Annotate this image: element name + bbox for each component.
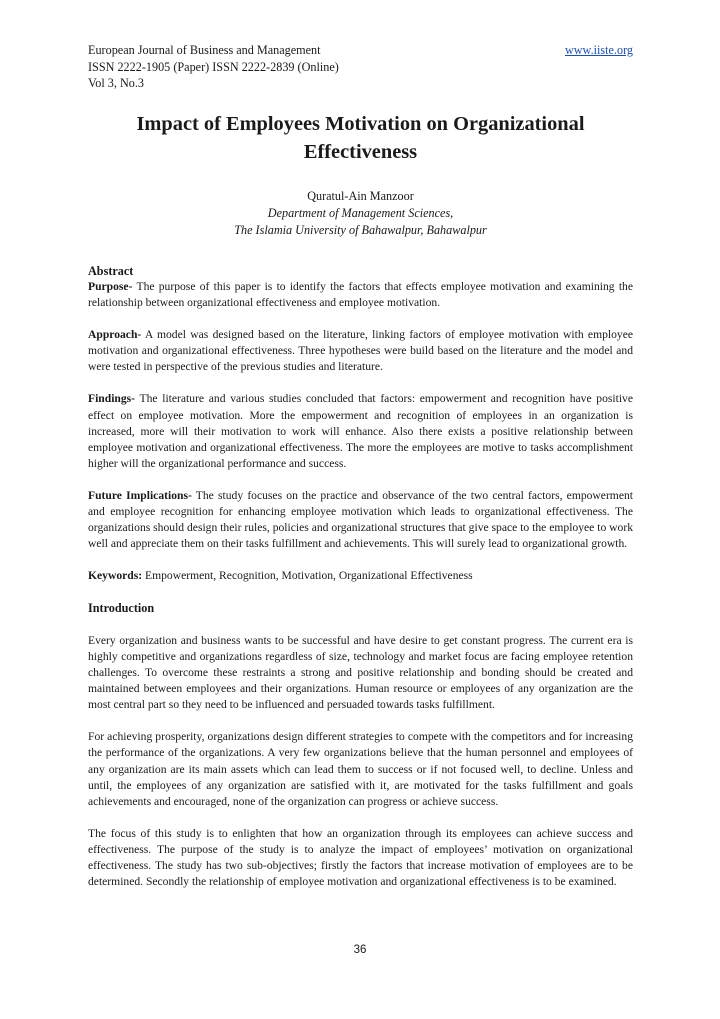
abstract-findings: [88, 391, 633, 471]
intro-paragraph-1: Every organization and business wants to be successful and have desire to get constant progress. The current era is highly competitive and organizations regardless of size, technology and market focus are facing employee retention challenges. To overcome these restraints a strong and positive relationship and bonding should be created and maintained between employees and their organizations. Human resource or employees of any organization are the most central part so they need to be influenced and persuaded towards tasks fulfillment.: [88, 633, 633, 712]
keywords-label: Keywords:: [88, 569, 143, 583]
intro-paragraph-3: The focus of this study is to enlighten that how an organization through its employees can achieve success and effectiveness. The purpose of the study is to analyze the impact of employees’ motivation on organizational effectiveness. The study has two sub-objectives; firstly the factors that increase motivation of employees are to be determined. Secondly the relationship of employee motivation and organizational effectiveness is to be examined.: [88, 826, 633, 889]
abstract-future-implications: [88, 488, 633, 552]
approach-label: Approach-: [88, 328, 142, 342]
paper-page: [88, 42, 633, 890]
intro-paragraph-2: For achieving prosperity, organizations design different strategies to compete with the competitors and for increasing the performance of the organizations. A very few organizations believe that the human personnel and employees of any organization are its main assets which can lead them to success or if not focused well, to decline. Unless and until, the employees of any organization are satisfied with it, are motivated for the tasks fulfillment and goals achievements and encouraged, none of the organization can progress or achieve success.: [88, 730, 633, 808]
findings-label: Findings-: [88, 392, 136, 406]
keywords: [88, 568, 633, 584]
page-number: 36: [353, 944, 367, 956]
volume-line: Vol 3, No.3: [88, 76, 144, 90]
purpose-label: Purpose-: [88, 280, 133, 293]
author-block: [88, 188, 633, 239]
author-department: Department of Management Sciences,: [267, 205, 454, 220]
future-label: Future Implications-: [88, 488, 192, 502]
author-name: Quratul-Ain Manzoor: [307, 188, 414, 203]
abstract-heading: Abstract: [88, 263, 134, 278]
journal-name: European Journal of Business and Management: [88, 43, 321, 57]
website-link[interactable]: www.iiste.org: [564, 43, 633, 57]
issn-line: ISSN 2222-1905 (Paper) ISSN 2222-2839 (Online): [88, 59, 339, 74]
approach-text: A model was designed based on the literature, linking factors of employee motivation with employee motivation and organizational effectiveness. Three hypotheses were build based on the literature and the model and were tested in perspective of the previous studies and literature.: [88, 328, 633, 374]
abstract-purpose: [88, 279, 633, 311]
running-header: [88, 42, 633, 92]
author-university: The Islamia University of Bahawalpur, Bahawalpur: [234, 222, 487, 237]
paper-title: Impact of Employees Motivation on Organizational Effectiveness: [136, 112, 585, 163]
purpose-text: The purpose of this paper is to identify the factors that effects employee motivation and examining the relationship between organizational effectiveness and employee motivation.: [88, 280, 633, 310]
future-text: The study focuses on the practice and observance of the two central factors, empowerment and employee recognition for enhancing employee motivation which leads to organizational effectiveness. The organizations should design their rules, policies and organizational structures that give space to the employee to work well and appreciate them on their tasks fulfillment and achievements. This will surely lead to organizational growth.: [88, 488, 633, 551]
introduction-heading: Introduction: [88, 601, 155, 616]
findings-text: The literature and various studies concluded that factors: empowerment and recognition have positive effect on employee motivation. More the empowerment and recognition of employees in an organization is increased, more will their motivation to work will enhance. Also there exists a positive relationship between employee motivation and organizational effectiveness. The more the employees are motive to tasks accomplishment higher will the organizational performance and success.: [88, 392, 633, 470]
keywords-text: Empowerment, Recognition, Motivation, Organizational Effectiveness: [142, 569, 473, 583]
abstract-approach: [88, 327, 633, 375]
